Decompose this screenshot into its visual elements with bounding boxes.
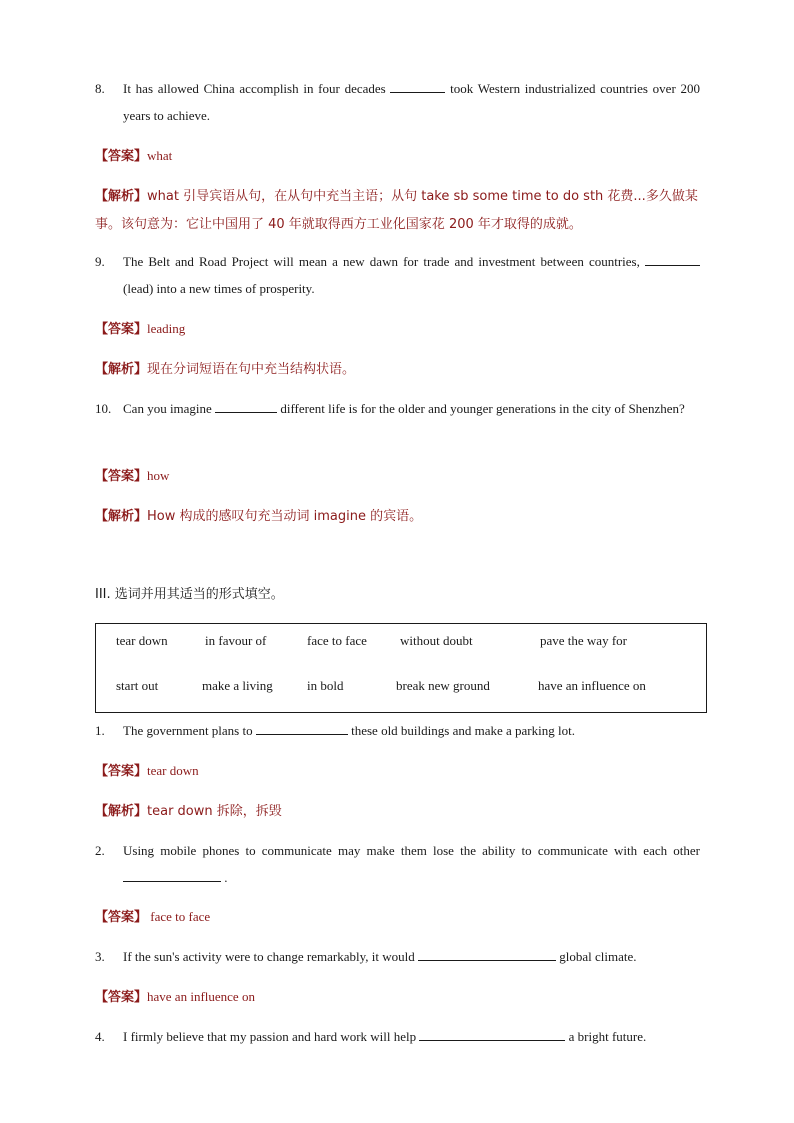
question-text-post: global climate. xyxy=(556,949,637,964)
answer-text: what xyxy=(147,148,173,163)
analysis-1 xyxy=(95,797,705,825)
word-bank-item: pave the way for xyxy=(540,633,627,648)
answer-text: face to face xyxy=(150,909,211,924)
answer-text: tear down xyxy=(147,763,199,778)
question-text-pre: The government plans to xyxy=(123,723,256,738)
word-bank-item: make a living xyxy=(202,678,273,693)
analysis-tag: 【解析】 xyxy=(95,509,148,524)
word-bank xyxy=(95,623,707,713)
question-text-post: (lead) into a new times of prosperity. xyxy=(123,281,315,296)
question-8 xyxy=(95,75,700,129)
answer-2 xyxy=(95,903,705,931)
question-number: 2. xyxy=(95,843,105,858)
answer-tag: 【答案】 xyxy=(95,149,148,164)
answer-blank[interactable] xyxy=(256,720,348,735)
analysis-10 xyxy=(95,502,705,530)
question-text-pre: I firmly believe that my passion and hard work will help xyxy=(123,1029,420,1044)
word-bank-item: break new ground xyxy=(396,678,490,693)
answer-blank[interactable] xyxy=(419,1026,565,1041)
answer-blank[interactable] xyxy=(418,946,556,961)
answer-blank[interactable] xyxy=(123,867,221,882)
question-2 xyxy=(95,837,700,891)
answer-9 xyxy=(95,315,705,343)
answer-tag: 【答案】 xyxy=(95,990,148,1005)
question-number: 1. xyxy=(95,723,105,738)
answer-text: leading xyxy=(147,321,186,336)
question-text-post: took Western industrialized countries over 200 years to achieve. xyxy=(123,81,701,123)
answer-8 xyxy=(95,142,705,170)
answer-blank[interactable] xyxy=(215,398,277,413)
word-bank-item: in bold xyxy=(307,678,344,693)
answer-1 xyxy=(95,757,705,785)
question-text-post: . xyxy=(221,870,228,885)
question-text-pre: Using mobile phones to communicate may make them lose the ability to communicate with each other xyxy=(123,843,700,858)
answer-tag: 【答案】 xyxy=(95,910,148,925)
word-bank-item: in favour of xyxy=(205,633,267,648)
section-title: III. 选词并用其适当的形式填空。 xyxy=(95,587,284,602)
question-number: 3. xyxy=(95,949,105,964)
question-text-post: a bright future. xyxy=(565,1029,647,1044)
question-3 xyxy=(95,943,700,970)
question-number: 9. xyxy=(95,254,105,269)
answer-10 xyxy=(95,462,705,490)
question-text-post: different life is for the older and younger generations in the city of Shenzhen? xyxy=(277,401,685,416)
question-text-pre: Can you imagine xyxy=(123,401,216,416)
question-text-pre: It has allowed China accomplish in four decades xyxy=(123,81,391,96)
answer-text: how xyxy=(147,468,170,483)
analysis-tag: 【解析】 xyxy=(95,362,148,377)
question-number: 8. xyxy=(95,81,105,96)
question-text-pre: If the sun's activity were to change remarkably, it would xyxy=(123,949,418,964)
word-bank-item: without doubt xyxy=(400,633,473,648)
answer-tag: 【答案】 xyxy=(95,469,148,484)
word-bank-item: have an influence on xyxy=(538,678,646,693)
word-bank-item: tear down xyxy=(116,633,168,648)
analysis-text: 现在分词短语在句中充当结构状语。 xyxy=(147,362,356,377)
answer-tag: 【答案】 xyxy=(95,764,148,779)
analysis-tag: 【解析】 xyxy=(95,804,148,819)
analysis-text: what 引导宾语从句，在从句中充当主语；从句 take sb some time to do sth 花费...多久做某事。该句意为：它让中国用了 40 年就取得西方工业化国家花 200 年才取得的成就。 xyxy=(95,189,698,232)
answer-text: have an influence on xyxy=(147,989,255,1004)
word-bank-item: face to face xyxy=(307,633,367,648)
question-9 xyxy=(95,248,700,302)
question-1 xyxy=(95,717,700,744)
analysis-text: How 构成的感叹句充当动词 imagine 的宾语。 xyxy=(147,509,423,524)
word-bank-item: start out xyxy=(116,678,159,693)
question-text-post: these old buildings and make a parking lot. xyxy=(347,723,575,738)
analysis-text: tear down 拆除，拆毁 xyxy=(147,804,282,819)
question-10 xyxy=(95,395,700,422)
answer-tag: 【答案】 xyxy=(95,322,148,337)
answer-blank[interactable] xyxy=(645,251,700,266)
answer-blank[interactable] xyxy=(390,78,445,93)
question-4 xyxy=(95,1023,700,1050)
analysis-9 xyxy=(95,355,705,383)
question-number: 4. xyxy=(95,1029,105,1044)
question-number: 10. xyxy=(95,401,112,416)
answer-3 xyxy=(95,983,705,1011)
analysis-tag: 【解析】 xyxy=(95,189,148,204)
analysis-8 xyxy=(95,182,705,238)
question-text-pre: The Belt and Road Project will mean a new dawn for trade and investment between countries, xyxy=(123,254,645,269)
